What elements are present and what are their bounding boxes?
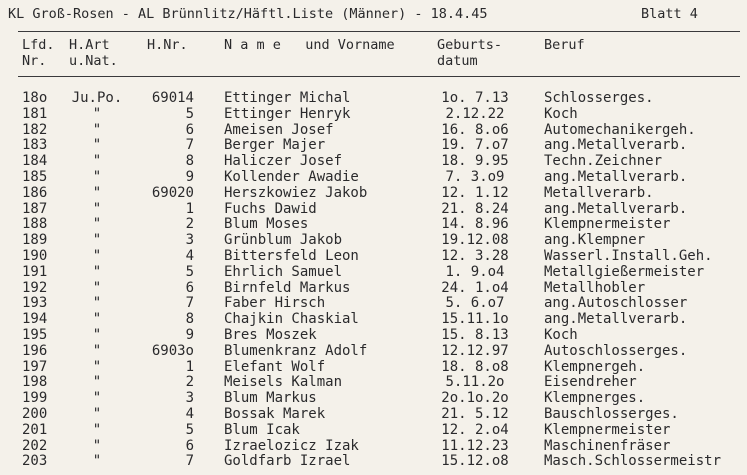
- list-number: 183: [22, 137, 48, 154]
- table-row: [0, 281, 747, 297]
- prisoner-name: Faber Hirsch: [224, 295, 326, 312]
- prisoner-number: 5: [185, 421, 194, 438]
- table-row: [0, 360, 747, 376]
- prisoner-name: Izraelozicz Izak: [224, 437, 359, 454]
- prisoner-category: ": [92, 232, 102, 249]
- list-number: 187: [22, 200, 48, 217]
- prisoner-name: Ehrlich Samuel: [224, 263, 343, 280]
- table-row: [0, 454, 747, 470]
- table-row: [0, 391, 747, 407]
- table-row: [0, 107, 747, 123]
- occupation: Metallverarb.: [544, 184, 654, 201]
- occupation: Koch: [544, 326, 578, 343]
- prisoner-name: Blum Moses: [224, 216, 309, 233]
- occupation: Maschinenfräser: [544, 437, 671, 454]
- occupation: Klempnermeister: [544, 216, 671, 233]
- prisoner-name: Bossak Marek: [224, 405, 326, 422]
- occupation: Bauschlosserges.: [544, 405, 679, 422]
- birth-date: 16. 8.o6: [441, 121, 509, 138]
- prisoner-category: ": [92, 279, 102, 296]
- prisoner-category: ": [92, 153, 102, 170]
- list-number: 202: [22, 437, 48, 454]
- prisoner-name: Ameisen Josef: [224, 121, 334, 138]
- document-header: [0, 6, 747, 26]
- table-row: [0, 154, 747, 170]
- occupation: Schlosserges.: [544, 90, 654, 106]
- birth-date: 21. 8.24: [441, 200, 509, 217]
- prisoner-category: ": [92, 263, 102, 280]
- birth-date: 15.11.1o: [441, 311, 509, 328]
- prisoner-name: Ettinger Henryk: [224, 105, 351, 122]
- prisoner-name: Bittersfeld Leon: [224, 247, 359, 264]
- table-row: [0, 123, 747, 139]
- header-rule-top: [18, 31, 740, 32]
- list-number: 195: [22, 326, 48, 343]
- prisoner-name: Elefant Wolf: [224, 358, 326, 375]
- prisoner-category: ": [92, 105, 102, 122]
- occupation: Autoschlosserges.: [544, 342, 688, 359]
- prisoner-list: [0, 91, 747, 470]
- sheet-number: Blatt 4: [641, 6, 698, 22]
- list-number: 198: [22, 374, 48, 391]
- prisoner-number: 9: [185, 326, 194, 343]
- prisoner-category: ": [92, 121, 102, 138]
- prisoner-number: 6: [185, 279, 194, 296]
- table-row: [0, 407, 747, 423]
- occupation: Klempnerges.: [544, 390, 646, 407]
- prisoner-category: ": [92, 453, 102, 470]
- prisoner-number: 7: [185, 137, 194, 154]
- birth-date: 18. 9.95: [441, 153, 509, 170]
- prisoner-name: Haliczer Josef: [224, 153, 343, 170]
- prisoner-category: ": [92, 216, 102, 233]
- table-row: [0, 170, 747, 186]
- birth-date: 19.12.08: [441, 232, 509, 249]
- list-number: 193: [22, 295, 48, 312]
- list-number: 200: [22, 405, 48, 422]
- occupation: ang.Metallverarb.: [544, 311, 688, 328]
- column-header-hnr: H.Nr.: [147, 37, 188, 53]
- birth-date: 5.11.2o: [445, 374, 505, 391]
- occupation: ang.Metallverarb.: [544, 200, 688, 217]
- prisoner-number: 2: [185, 374, 194, 391]
- prisoner-category: ": [92, 437, 102, 454]
- column-header-birthdate: Geburts- datum: [437, 37, 503, 69]
- list-number: 18o: [22, 90, 48, 106]
- table-row: [0, 186, 747, 202]
- list-number: 192: [22, 279, 48, 296]
- list-number: 182: [22, 121, 48, 138]
- birth-date: 12. 1.12: [441, 184, 509, 201]
- birth-date: 1. 9.o4: [445, 263, 505, 280]
- table-row: [0, 265, 747, 281]
- prisoner-number: 8: [185, 153, 194, 170]
- prisoner-name: Blum Icak: [224, 421, 300, 438]
- prisoner-number: 69014: [151, 90, 194, 106]
- prisoner-number: 7: [185, 453, 194, 470]
- table-row: [0, 344, 747, 360]
- prisoner-number: 6: [185, 437, 194, 454]
- birth-date: 12. 2.o4: [441, 421, 509, 438]
- prisoner-number: 8: [185, 311, 194, 328]
- birth-date: 19. 7.o7: [441, 137, 509, 154]
- prisoner-category: ": [92, 421, 102, 438]
- birth-date: 15.12.o8: [441, 453, 509, 470]
- birth-date: 1o. 7.13: [441, 90, 509, 106]
- table-row: [0, 233, 747, 249]
- birth-date: 2.12.22: [445, 105, 505, 122]
- prisoner-number: 3: [185, 232, 194, 249]
- birth-date: 5. 6.o7: [445, 295, 505, 312]
- prisoner-name: Chajkin Chaskial: [224, 311, 359, 328]
- prisoner-category: ": [92, 137, 102, 154]
- occupation: Metallgießermeister: [544, 263, 705, 280]
- prisoner-category: ": [92, 326, 102, 343]
- prisoner-name: Blum Markus: [224, 390, 317, 407]
- table-row: [0, 138, 747, 154]
- prisoner-name: Fuchs Dawid: [224, 200, 317, 217]
- prisoner-number: 9: [185, 168, 194, 185]
- prisoner-number: 4: [185, 405, 194, 422]
- column-header-art: H.Art u.Nat.: [69, 37, 118, 69]
- list-number: 203: [22, 453, 48, 470]
- prisoner-category: ": [92, 374, 102, 391]
- table-row: [0, 91, 747, 107]
- prisoner-name: Blumenkranz Adolf: [224, 342, 368, 359]
- prisoner-category: ": [92, 358, 102, 375]
- occupation: ang.Metallverarb.: [544, 168, 688, 185]
- prisoner-number: 6: [185, 121, 194, 138]
- prisoner-name: Goldfarb Izrael: [224, 453, 351, 470]
- table-row: [0, 423, 747, 439]
- birth-date: 11.12.23: [441, 437, 509, 454]
- prisoner-number: 5: [185, 105, 194, 122]
- list-number: 197: [22, 358, 48, 375]
- prisoner-category: ": [92, 200, 102, 217]
- table-row: [0, 328, 747, 344]
- list-number: 191: [22, 263, 48, 280]
- prisoner-category: ": [92, 168, 102, 185]
- prisoner-number: 69020: [151, 184, 194, 201]
- list-number: 185: [22, 168, 48, 185]
- table-row: [0, 202, 747, 218]
- prisoner-name: Berger Majer: [224, 137, 326, 154]
- column-header-occupation: Beruf: [544, 37, 585, 53]
- occupation: Masch.Schlossermeistr: [544, 453, 722, 470]
- prisoner-category: Ju.Po.: [71, 90, 123, 106]
- birth-date: 14. 8.96: [441, 216, 509, 233]
- list-number: 199: [22, 390, 48, 407]
- birth-date: 2o.1o.2o: [441, 390, 509, 407]
- list-number: 181: [22, 105, 48, 122]
- list-number: 196: [22, 342, 48, 359]
- birth-date: 7. 3.o9: [445, 168, 505, 185]
- prisoner-category: ": [92, 295, 102, 312]
- prisoner-name: Ettinger Michal: [224, 90, 351, 106]
- list-number: 189: [22, 232, 48, 249]
- occupation: Eisendreher: [544, 374, 637, 391]
- prisoner-number: 5: [185, 263, 194, 280]
- table-row: [0, 375, 747, 391]
- prisoner-number: 7: [185, 295, 194, 312]
- birth-date: 12. 3.28: [441, 247, 509, 264]
- prisoner-category: ": [92, 247, 102, 264]
- prisoner-name: Meisels Kalman: [224, 374, 343, 391]
- list-number: 194: [22, 311, 48, 328]
- occupation: Metallhobler: [544, 279, 646, 296]
- list-number: 188: [22, 216, 48, 233]
- prisoner-number: 3: [185, 390, 194, 407]
- table-row: [0, 312, 747, 328]
- occupation: ang.Metallverarb.: [544, 137, 688, 154]
- prisoner-number: 6903o: [151, 342, 194, 359]
- prisoner-category: ": [92, 311, 102, 328]
- prisoner-category: ": [92, 405, 102, 422]
- table-row: [0, 217, 747, 233]
- prisoner-name: Herszkowiez Jakob: [224, 184, 368, 201]
- birth-date: 18. 8.o8: [441, 358, 509, 375]
- prisoner-name: Bres Moszek: [224, 326, 317, 343]
- prisoner-number: 1: [185, 358, 194, 375]
- header-rule-bottom: [18, 76, 740, 77]
- table-row: [0, 439, 747, 455]
- prisoner-number: 1: [185, 200, 194, 217]
- occupation: Koch: [544, 105, 578, 122]
- prisoner-number: 2: [185, 216, 194, 233]
- list-number: 186: [22, 184, 48, 201]
- table-row: [0, 296, 747, 312]
- birth-date: 21. 5.12: [441, 405, 509, 422]
- table-row: [0, 249, 747, 265]
- prisoner-name: Birnfeld Markus: [224, 279, 351, 296]
- column-header-name: N a m e und Vorname: [224, 37, 395, 53]
- occupation: Klempnermeister: [544, 421, 671, 438]
- occupation: ang.Autoschlosser: [544, 295, 688, 312]
- prisoner-category: ": [92, 342, 102, 359]
- occupation: Automechanikergeh.: [544, 121, 696, 138]
- prisoner-category: ": [92, 184, 102, 201]
- prisoner-number: 4: [185, 247, 194, 264]
- prisoner-name: Kollender Awadie: [224, 168, 359, 185]
- occupation: Klempnergeh.: [544, 358, 646, 375]
- column-header-nr: Lfd. Nr.: [22, 37, 55, 69]
- column-headers: [0, 37, 747, 71]
- list-number: 190: [22, 247, 48, 264]
- list-number: 184: [22, 153, 48, 170]
- list-title: KL Groß-Rosen - AL Brünnlitz/Häftl.Liste (Männer) - 18.4.45: [8, 6, 488, 22]
- birth-date: 15. 8.13: [441, 326, 509, 343]
- occupation: ang.Klempner: [544, 232, 646, 249]
- occupation: Techn.Zeichner: [544, 153, 663, 170]
- occupation: Wasserl.Install.Geh.: [544, 247, 713, 264]
- list-number: 201: [22, 421, 48, 438]
- prisoner-category: ": [92, 390, 102, 407]
- birth-date: 24. 1.o4: [441, 279, 509, 296]
- prisoner-name: Grünblum Jakob: [224, 232, 343, 249]
- birth-date: 12.12.97: [441, 342, 509, 359]
